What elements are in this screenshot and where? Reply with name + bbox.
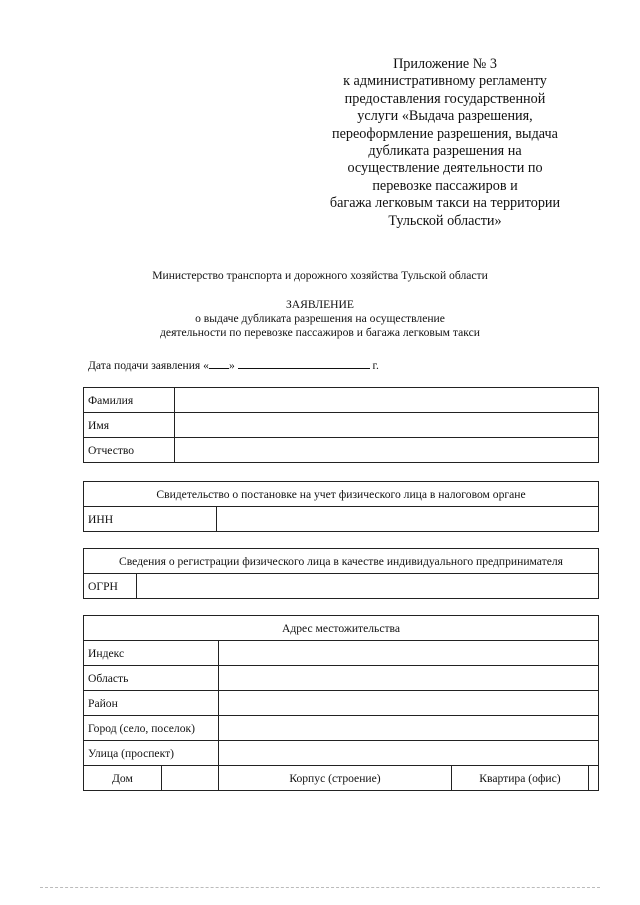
title-line: деятельности по перевозке пассажиров и багажа легковым такси — [160, 326, 480, 340]
table-row — [84, 549, 599, 574]
title-heading: ЗАЯВЛЕНИЕ — [286, 298, 354, 311]
apartment-label: Квартира (офис) — [451, 766, 588, 791]
district-field[interactable] — [219, 691, 599, 716]
table-row — [84, 741, 599, 766]
ogrn-field[interactable] — [137, 574, 599, 599]
appendix-line: Тульской области» — [388, 212, 502, 229]
region-field[interactable] — [219, 666, 599, 691]
address-header: Адрес местожительства — [84, 616, 599, 641]
region-label: Область — [84, 666, 219, 691]
date-label: Дата подачи заявления « — [88, 359, 209, 372]
day-field[interactable] — [209, 357, 229, 369]
appendix-line: багажа легковым такси на территории — [329, 195, 561, 212]
index-label: Индекс — [84, 641, 219, 666]
address-table — [83, 615, 599, 791]
ip-header: Сведения о регистрации физического лица в качестве индивидуального предпринимателя — [84, 549, 599, 574]
tax-table — [83, 481, 599, 532]
surname-field[interactable] — [175, 388, 599, 413]
scan-edge-line — [40, 887, 600, 888]
street-field[interactable] — [219, 741, 599, 766]
ogrn-label: ОГРН — [84, 574, 137, 599]
city-field[interactable] — [219, 716, 599, 741]
apartment-field[interactable] — [588, 766, 598, 791]
person-table — [83, 387, 599, 463]
inn-field[interactable] — [217, 507, 599, 532]
appendix-line: осуществление деятельности по — [347, 160, 543, 177]
index-field[interactable] — [219, 641, 599, 666]
table-row — [84, 438, 599, 463]
submission-date-line — [88, 357, 379, 372]
district-label: Район — [84, 691, 219, 716]
table-row — [84, 766, 599, 791]
name-label: Имя — [84, 413, 175, 438]
patronymic-field[interactable] — [175, 438, 599, 463]
table-row — [84, 574, 599, 599]
building-label: Корпус (строение) — [219, 766, 452, 791]
table-row — [84, 388, 599, 413]
title-line: о выдаче дубликата разрешения на осуществление — [195, 312, 445, 326]
appendix-line: Приложение № 3 — [393, 56, 497, 72]
table-row — [84, 413, 599, 438]
city-label: Город (село, поселок) — [84, 716, 219, 741]
table-row — [84, 482, 599, 507]
house-label: Дом — [84, 766, 162, 791]
table-row — [84, 716, 599, 741]
appendix-line: услуги «Выдача разрешения, — [357, 108, 533, 125]
date-close-quote: » — [228, 359, 235, 372]
inn-label: ИНН — [84, 507, 217, 532]
year-suffix: г. — [372, 359, 379, 372]
appendix-line: дубликата разрешения на — [368, 143, 522, 160]
ministry-name: Министерство транспорта и дорожного хозяйства Тульской области — [152, 269, 488, 282]
name-field[interactable] — [175, 413, 599, 438]
table-row — [84, 507, 599, 532]
appendix-line: к административному регламенту — [343, 73, 547, 90]
appendix-heading — [300, 56, 590, 230]
appendix-line: предоставления государственной — [344, 90, 546, 107]
house-field[interactable] — [161, 766, 218, 791]
table-row — [84, 641, 599, 666]
appendix-line: перевозке пассажиров и — [372, 177, 518, 194]
tax-header: Свидетельство о постановке на учет физического лица в налоговом органе — [84, 482, 599, 507]
table-row — [84, 691, 599, 716]
patronymic-label: Отчество — [84, 438, 175, 463]
surname-label: Фамилия — [84, 388, 175, 413]
table-row — [84, 666, 599, 691]
street-label: Улица (проспект) — [84, 741, 219, 766]
table-row — [84, 616, 599, 641]
appendix-line: переоформление разрешения, выдача — [332, 125, 558, 142]
month-year-field[interactable] — [238, 357, 370, 369]
document-title — [0, 298, 640, 341]
ip-table — [83, 548, 599, 599]
